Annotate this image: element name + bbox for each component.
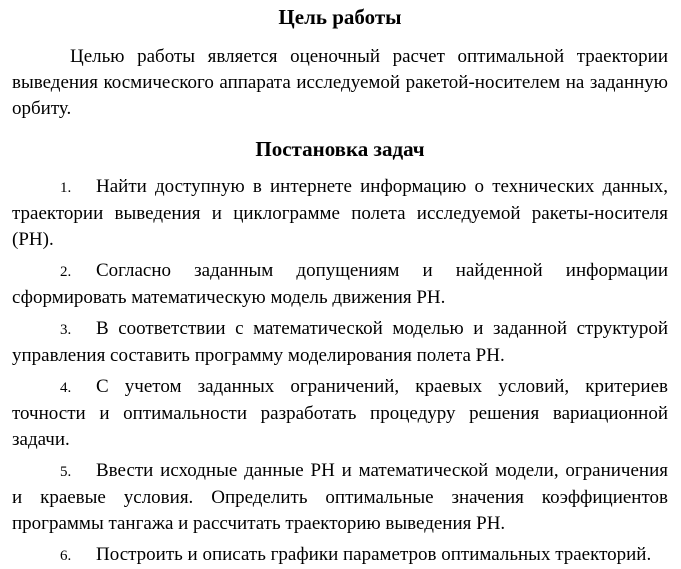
task-number: 1. bbox=[60, 180, 72, 196]
task-item bbox=[12, 316, 668, 369]
task-item bbox=[12, 374, 668, 453]
task-text: Согласно заданным допущениям и найденной информации сформировать математическую модель движения РН. bbox=[12, 260, 668, 308]
task-number: 5. bbox=[60, 464, 72, 480]
task-number: 6. bbox=[60, 548, 72, 564]
task-item bbox=[12, 258, 668, 311]
task-number: 4. bbox=[60, 380, 72, 396]
task-number: 2. bbox=[60, 264, 72, 280]
task-text: С учетом заданных ограничений, краевых условий, критериев точности и оптимальности разработать процедуру решения вариационной задачи. bbox=[12, 376, 668, 450]
task-item bbox=[12, 458, 668, 537]
task-text: В соответствии с математической моделью и заданной структурой управления составить программу моделирования полета РН. bbox=[12, 318, 668, 366]
task-item bbox=[12, 542, 668, 569]
task-list bbox=[12, 174, 668, 569]
goal-paragraph: Целью работы является оценочный расчет оптимальной траектории выведения космического аппарата исследуемой ракетой-носителем на заданную орбиту. bbox=[12, 46, 668, 119]
section-title-tasks: Постановка задач bbox=[255, 137, 425, 161]
task-text: Ввести исходные данные РН и математической модели, ограничения и краевые условия. Определить оптимальные значения коэффициентов программы тангажа и рассчитать траекторию выведения РН. bbox=[12, 460, 668, 534]
section-title-goal: Цель работы bbox=[278, 5, 402, 29]
task-number: 3. bbox=[60, 322, 72, 338]
task-text: Построить и описать графики параметров оптимальных траекторий. bbox=[96, 544, 652, 565]
task-text: Найти доступную в интернете информацию о технических данных, траектории выведения и циклограмме полета исследуемой ракеты-носителя (РН). bbox=[12, 176, 668, 250]
task-item bbox=[12, 174, 668, 253]
